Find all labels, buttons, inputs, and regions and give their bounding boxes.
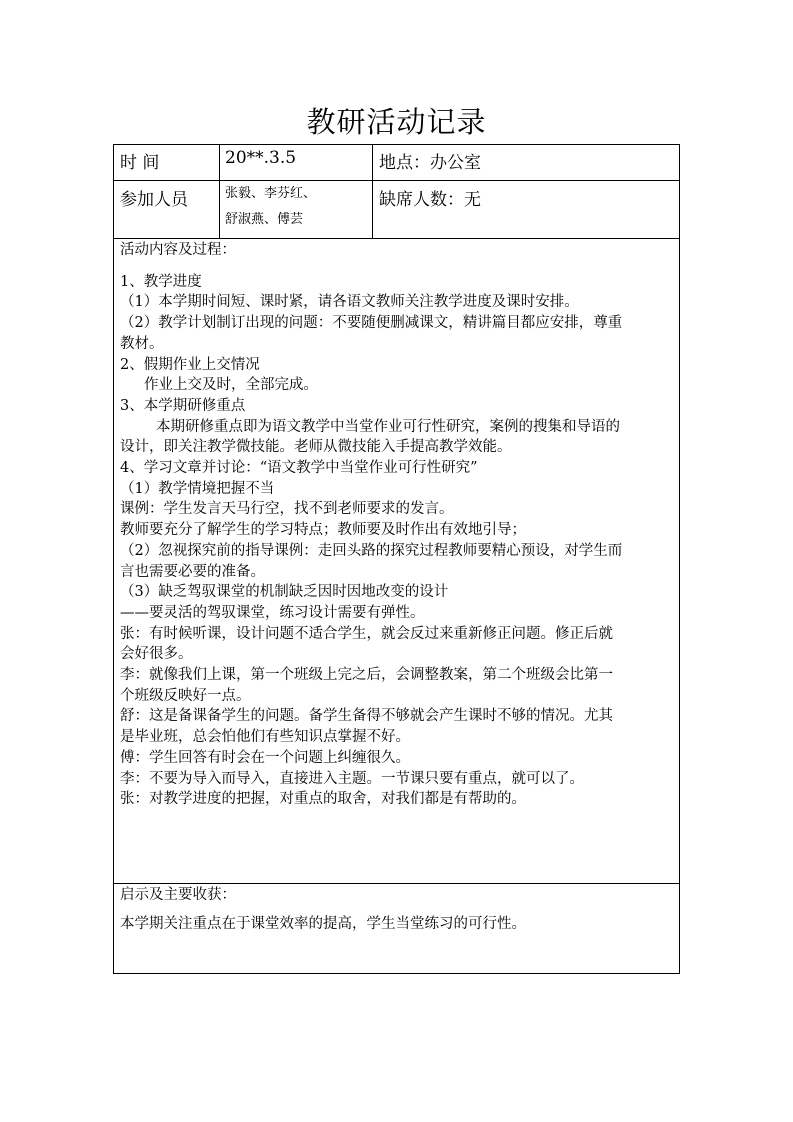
- gains-text: 本学期关注重点在于课堂效率的提高，学生当堂练习的可行性。: [120, 915, 526, 932]
- row-divider: [114, 883, 679, 884]
- content-line: 课例：学生发言天马行空，找不到老师要求的发言。: [120, 501, 454, 518]
- content-line: 教材。: [120, 335, 164, 352]
- content-line: （2）忽视探究前的指导课例：走回头路的探究过程教师要精心预设，对学生而: [120, 542, 623, 559]
- content-heading: 活动内容及过程：: [120, 242, 236, 258]
- content-line: 本期研修重点即为语文教学中当堂作业可行性研究，案例的搜集和导语的: [156, 418, 620, 435]
- content-line: 张：对教学进度的把握，对重点的取舍，对我们都是有帮助的。: [120, 791, 526, 808]
- participants-value: [225, 181, 316, 233]
- content-line: 舒：这是备课备学生的问题。备学生备得不够就会产生课时不够的情况。尤其: [120, 708, 613, 725]
- content-line: （2）教学计划制订出现的问题：不要随便删减课文，精讲篇目都应安排，尊重: [120, 315, 623, 332]
- content-line: ——要灵活的驾驭课堂，练习设计需要有弹性。: [120, 604, 425, 621]
- content-line: 会好很多。: [120, 646, 193, 663]
- gains-heading: 启示及主要收获：: [120, 887, 236, 903]
- content-line: 李：就像我们上课，第一个班级上完之后，会调整教案，第二个班级会比第一: [120, 667, 613, 684]
- row-divider: [114, 238, 679, 239]
- content-line: （3）缺乏驾驭课堂的机制缺乏因时因地改变的设计: [120, 584, 449, 601]
- content-line: 个班级反映好一点。: [120, 687, 251, 704]
- content-line: 作业上交及时，全部完成。: [144, 377, 318, 394]
- content-line: 2、假期作业上交情况: [120, 356, 260, 373]
- place-value: 地点：办公室: [379, 153, 481, 173]
- page-title: 教研活动记录: [306, 105, 487, 139]
- spacer: [120, 906, 676, 914]
- column-divider: [219, 145, 220, 238]
- row-divider: [114, 180, 679, 181]
- content-line: （1）本学期时间短、课时紧，请各语文教师关注教学进度及课时安排。: [120, 294, 579, 311]
- content-line: 教师要充分了解学生的学习特点；教师要及时作出有效地引导；: [120, 522, 526, 539]
- content-line: 设计，即关注教学微技能。老师从微技能入手提高教学效能。: [120, 439, 512, 456]
- record-table: [113, 144, 680, 974]
- content-line: 言也需要必要的准备。: [120, 563, 265, 580]
- gains-section: [120, 885, 676, 934]
- content-line: 张：有时候听课，设计问题不适合学生，就会反过来重新修正问题。修正后就: [120, 625, 613, 642]
- content-line: 是毕业班，总会怕他们有些知识点掌握不好。: [120, 729, 410, 746]
- content-line: （1）教学情境把握不当: [120, 480, 275, 497]
- time-value: 20**.3.5: [225, 148, 297, 168]
- time-label: 时 间: [120, 153, 160, 173]
- content-line: 1、教学进度: [120, 273, 202, 290]
- content-line: 傅：学生回答有时会在一个问题上纠缠很久。: [120, 749, 410, 766]
- participants-line: 张毅、李芬红、: [225, 186, 317, 201]
- spacer: [120, 261, 676, 272]
- column-divider: [372, 145, 373, 238]
- participants-label: 参加人员: [120, 190, 188, 210]
- activity-content: [120, 240, 676, 810]
- absent-count: 缺席人数：无: [379, 190, 481, 210]
- participants-line: 舒淑燕、傅芸: [225, 212, 304, 227]
- content-line: 3、本学期研修重点: [120, 397, 246, 414]
- content-line: 4、学习文章并讨论：“语文教学中当堂作业可行性研究”: [120, 460, 478, 477]
- content-line: 李：不要为导入而导入，直接进入主题。一节课只要有重点，就可以了。: [120, 770, 584, 787]
